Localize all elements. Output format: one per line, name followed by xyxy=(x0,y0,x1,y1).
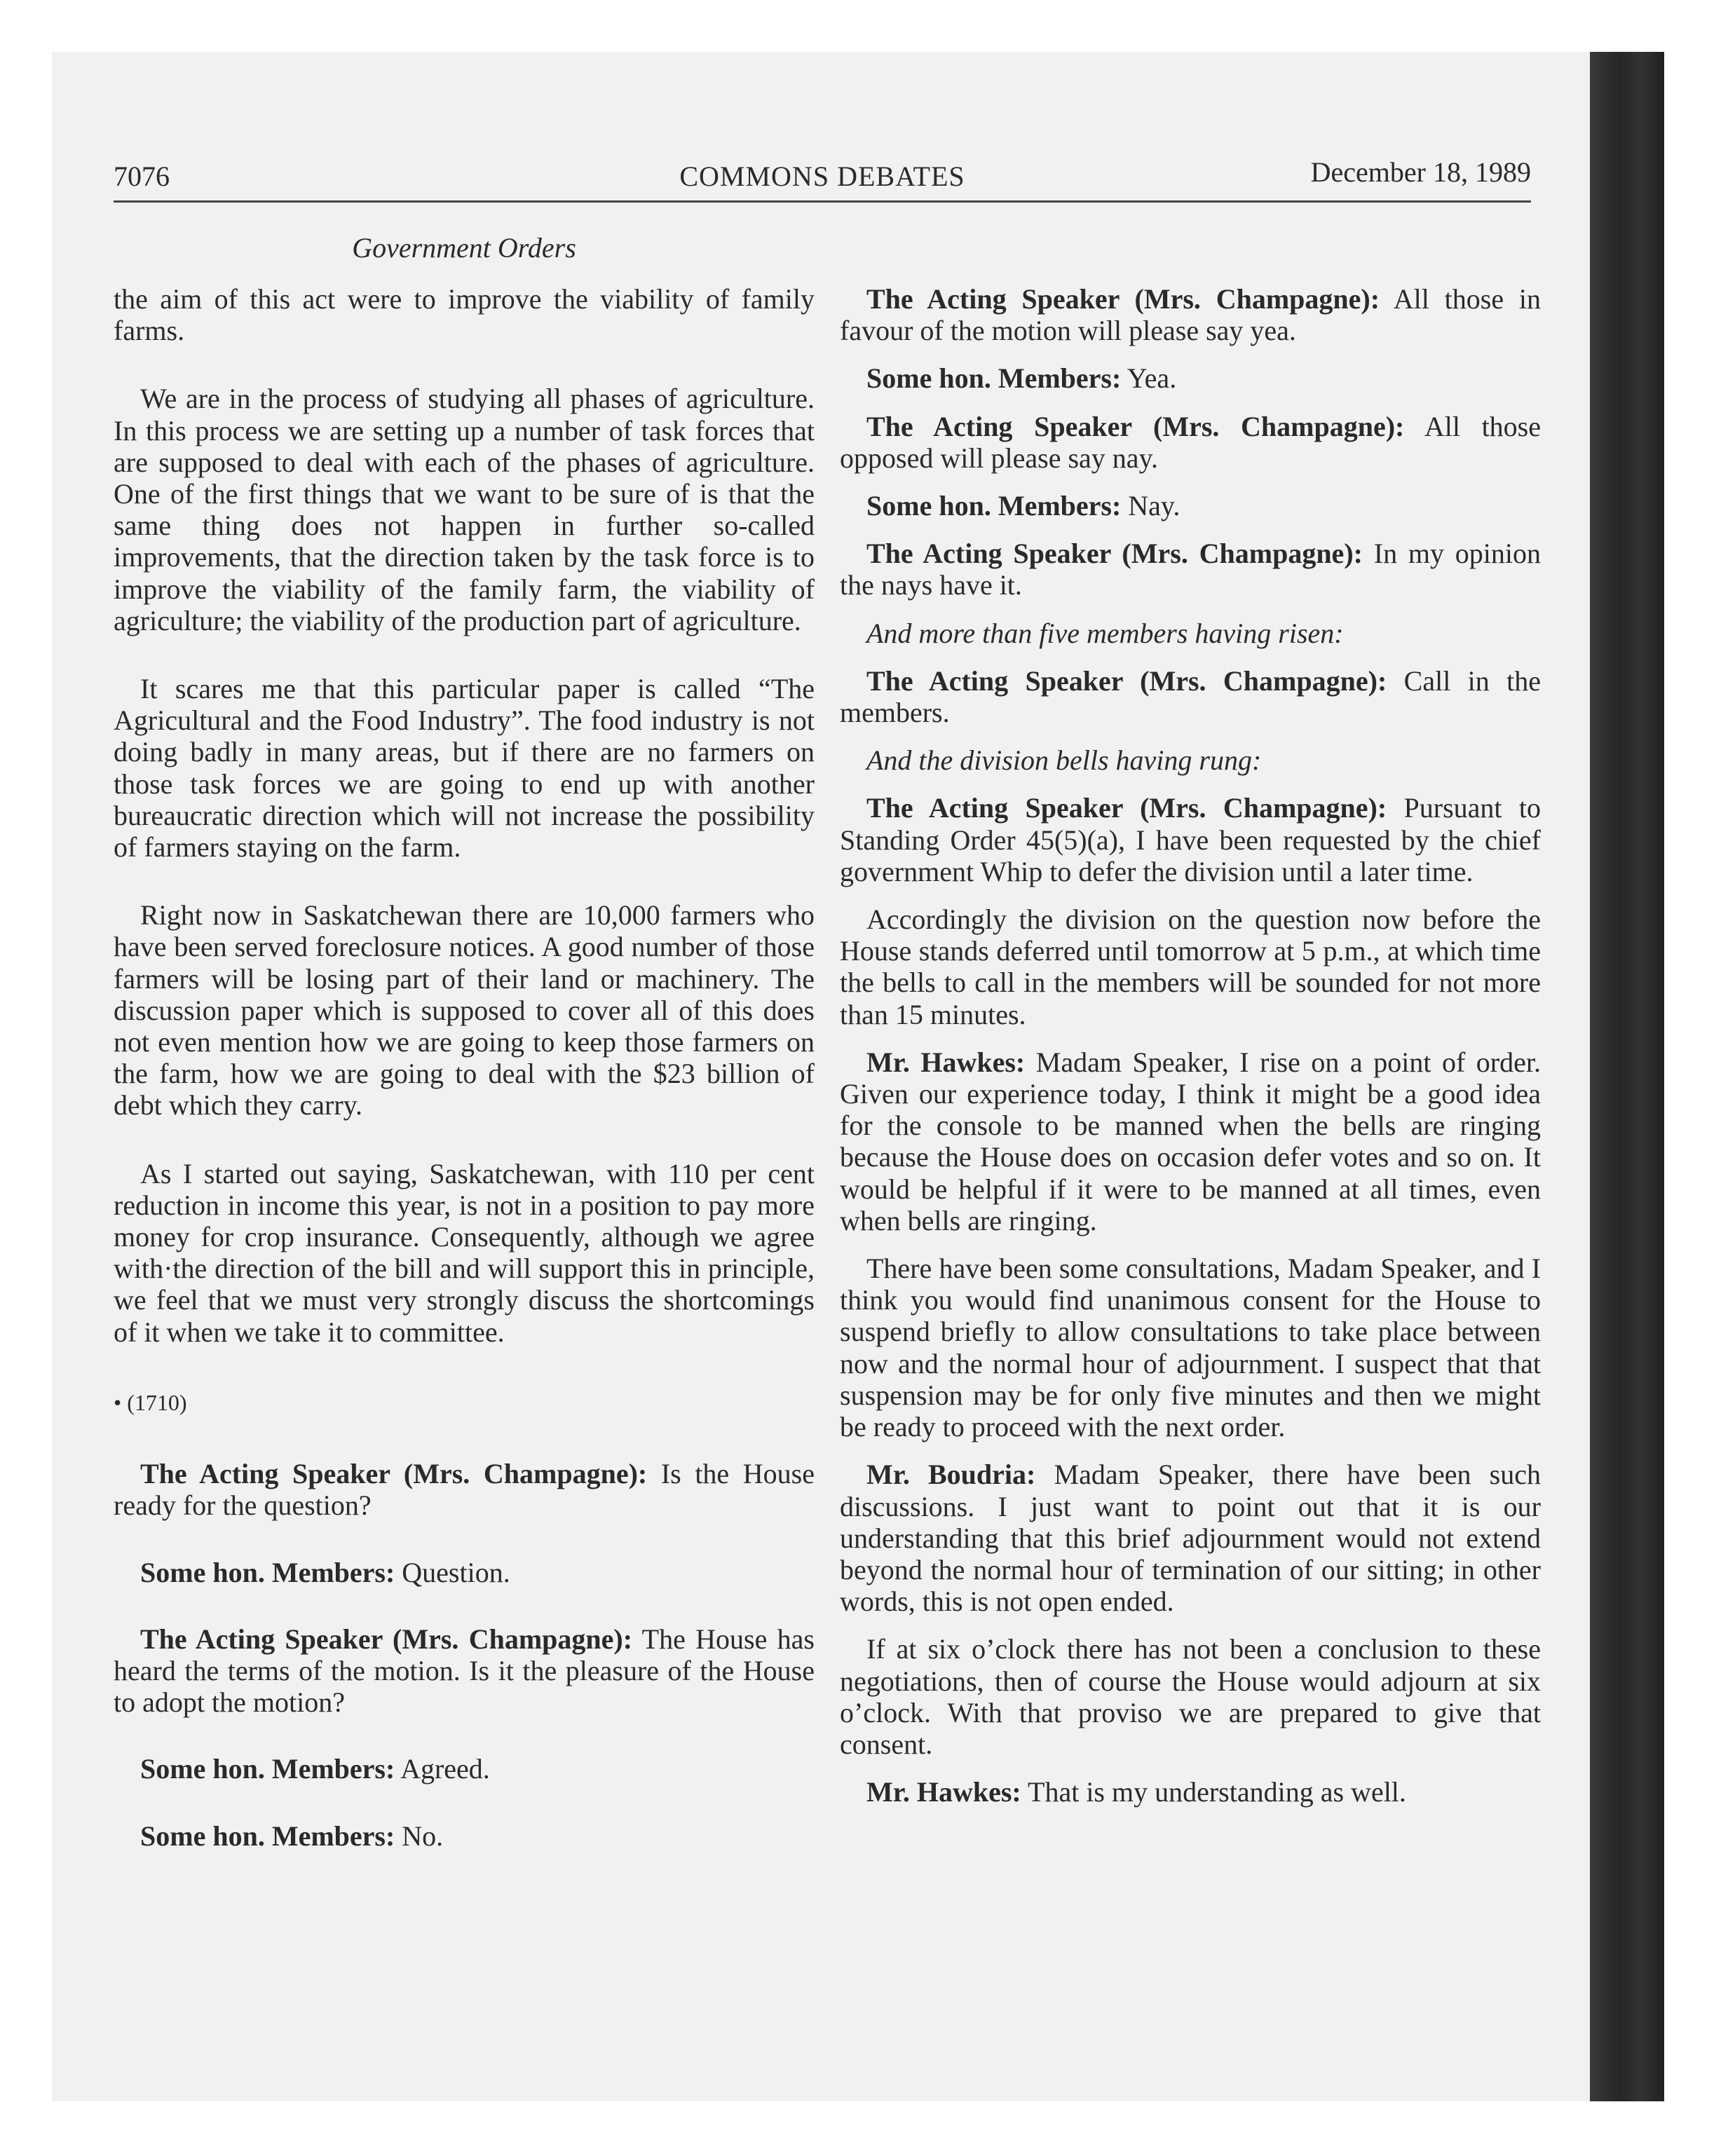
speech: The Acting Speaker (Mrs. Champagne): All those opposed will please say nay. xyxy=(840,410,1541,474)
stage-direction: And more than five members having risen: xyxy=(866,617,1344,649)
paragraph: Right now in Saskatchewan there are 10,000 farmers who have been served foreclosure notices. A good number of those farmers will be losing part of their land or machinery. The discussion paper which is supposed to cover all of this does not even mention how we are going to keep those farmers on the farm, how we are going to deal with the $23 billion of debt which they carry. xyxy=(114,899,815,1121)
speech: The Acting Speaker (Mrs. Champagne): Call in the members. xyxy=(840,664,1542,729)
speech: The Acting Speaker (Mrs. Champagne): In my opinion the nays have it. xyxy=(840,538,1542,601)
header-rule xyxy=(114,200,1531,203)
speaker-name: The Acting Speaker (Mrs. Champagne): xyxy=(866,792,1387,824)
page-header xyxy=(114,153,1531,202)
paragraph: the aim of this act were to improve the viability of family farms. xyxy=(114,283,815,347)
speaker-name: Some hon. Members: xyxy=(140,1820,395,1852)
paragraph: We are in the process of studying all phases of agriculture. In this process we are setting up a number of task forces that are supposed to deal with each of the phases of agriculture. One of the first things that we want to be sure of is that the same thing does not happen in further so-called improvements, that the direction taken by the task force is to improve the viability of the family farm, the viability of agriculture; the viability of the production part of agriculture. xyxy=(114,383,815,636)
stage-direction: And the division bells having rung: xyxy=(866,744,1262,777)
speaker-name: The Acting Speaker (Mrs. Champagne): xyxy=(140,1623,633,1655)
paragraph: As I started out saying, Saskatchewan, with 110 per cent reduction in income this year, is not in a position to pay more money for crop insurance. Consequently, although we agree with·the direction of the bill and will support this in principle, we feel that we must very strongly discuss the shortcomings of it when we take it to committee. xyxy=(114,1157,815,1348)
speech: The Acting Speaker (Mrs. Champagne): Pursuant to Standing Order 45(5)(a), I have been requested by the chief government Whip to defer the division until a later time. xyxy=(840,792,1541,887)
speaker-name: Some hon. Members: xyxy=(866,362,1122,395)
speaker-name: Some hon. Members: xyxy=(866,490,1122,522)
speech: Mr. Boudria: Madam Speaker, there have been such discussions. I just want to point out that it is our understanding that this brief adjournment would not extend beyond the normal hour of termination of our sitting; in other words, this is not open ended. xyxy=(840,1459,1541,1618)
paragraph: It scares me that this particular paper is called “The Agricultural and the Food Industry”. The food industry is not doing badly in many areas, but if there are no farmers on those task forces we are going to end up with another bureaucratic direction which will not increase the possibility of farmers staying on the farm. xyxy=(114,673,815,864)
speech: Mr. Hawkes: That is my understanding as well. xyxy=(866,1776,1406,1808)
speaker-name: The Acting Speaker (Mrs. Champagne): xyxy=(866,283,1380,315)
speech: Some hon. Members: Agreed. xyxy=(140,1753,490,1785)
time-marker: • (1710) xyxy=(114,1389,187,1415)
speaker-name: Mr. Boudria: xyxy=(866,1459,1036,1491)
right-column xyxy=(840,283,1541,1808)
speech: Mr. Hawkes: Madam Speaker, I rise on a point of order. Given our experience today, I think it might be a good idea for the console to be manned when the bells are ringing because the House does on occasion defer votes and so on. It would be helpful if it were to be manned at all times, even when bells are ringing. xyxy=(840,1046,1541,1236)
paragraph: If at six o’clock there has not been a conclusion to these negotiations, then of course the House would adjourn at six o’clock. With that proviso we are prepared to give that consent. xyxy=(840,1633,1541,1760)
speech: Some hon. Members: Nay. xyxy=(866,490,1181,522)
speech: The Acting Speaker (Mrs. Champagne): Is the House ready for the question? xyxy=(114,1458,815,1522)
paragraph: Accordingly the division on the question now before the House stands deferred until tomorrow at 5 p.m., at which time the bells to call in the members will be sounded for not more than 15 minutes. xyxy=(840,903,1541,1030)
speaker-name: The Acting Speaker (Mrs. Champagne): xyxy=(140,1458,648,1490)
page-number: 7076 xyxy=(114,161,170,192)
speech: The Acting Speaker (Mrs. Champagne): The House has heard the terms of the motion. Is it the pleasure of the House to adopt the motion? xyxy=(114,1623,815,1719)
speaker-name: The Acting Speaker (Mrs. Champagne): xyxy=(866,410,1405,442)
section-heading: Government Orders xyxy=(352,232,576,264)
left-column xyxy=(114,283,815,1852)
paragraph: There have been some consultations, Madam Speaker, and I think you would find unanimous consent for the House to suspend briefly to allow consultations to take place between now and the normal hour of adjournment. I suspect that that suspension may be for only five minutes and then we might be ready to proceed with the next order. xyxy=(840,1253,1541,1443)
speaker-name: Some hon. Members: xyxy=(140,1556,395,1588)
speaker-name: The Acting Speaker (Mrs. Champagne): xyxy=(866,538,1363,570)
speech: Some hon. Members: No. xyxy=(140,1820,444,1852)
speech: Some hon. Members: Question. xyxy=(140,1556,510,1588)
scan-edge xyxy=(1590,52,1664,2101)
speech: Some hon. Members: Yea. xyxy=(866,362,1177,395)
publication-date: December 18, 1989 xyxy=(1310,156,1531,188)
speaker-name: Mr. Hawkes: xyxy=(866,1046,1026,1078)
speech: The Acting Speaker (Mrs. Champagne): All those in favour of the motion will please say yea. xyxy=(840,283,1541,347)
speaker-name: Mr. Hawkes: xyxy=(866,1776,1021,1808)
speaker-name: The Acting Speaker (Mrs. Champagne): xyxy=(866,664,1387,697)
publication-title: COMMONS DEBATES xyxy=(679,161,965,192)
speaker-name: Some hon. Members: xyxy=(140,1753,395,1785)
